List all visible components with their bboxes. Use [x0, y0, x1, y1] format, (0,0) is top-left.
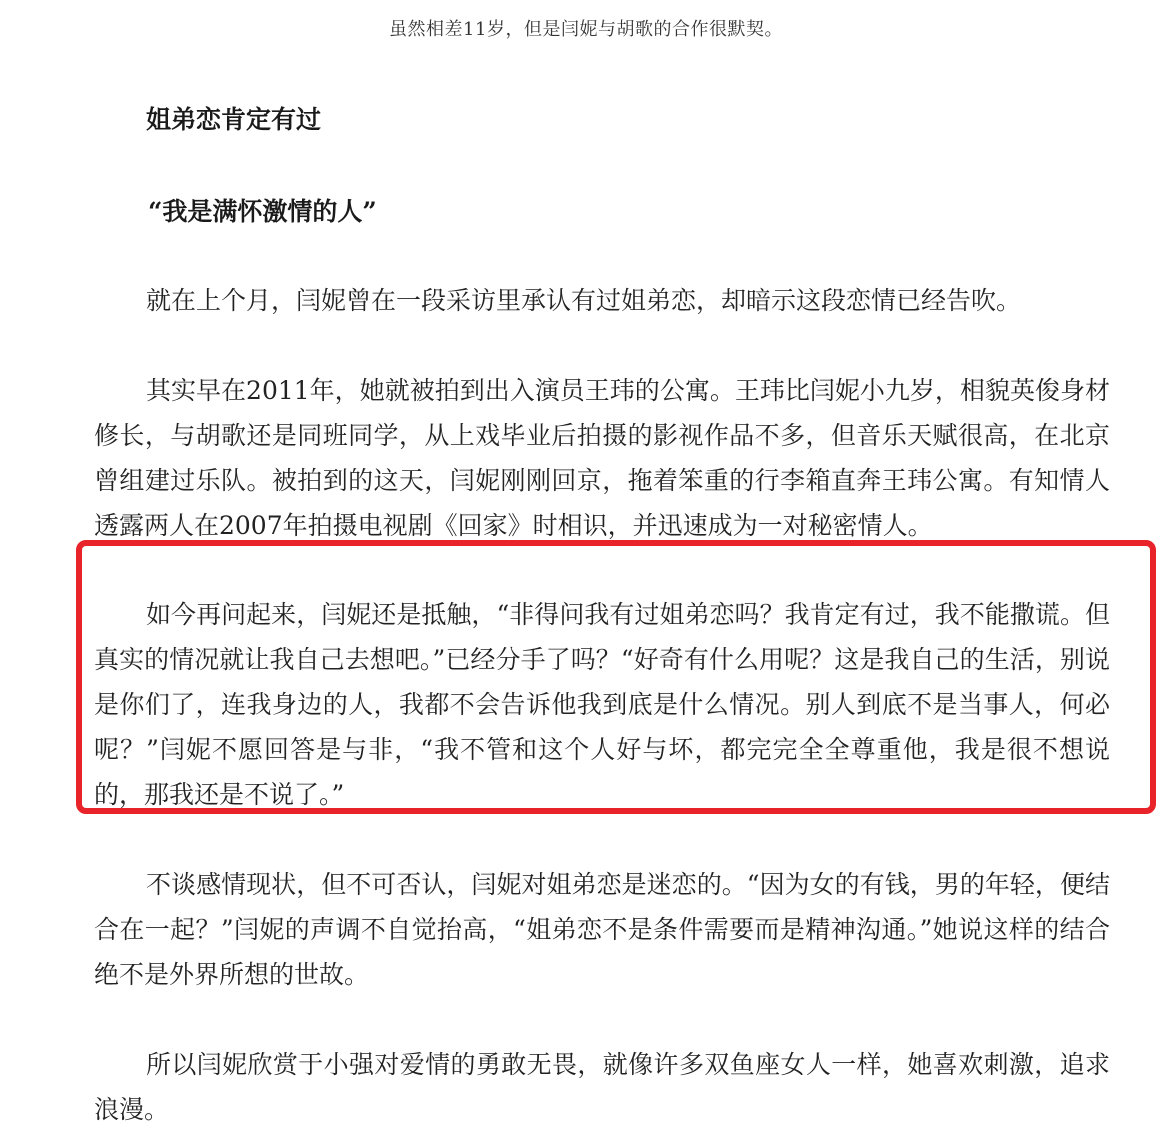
highlighted-paragraph: 如今再问起来，闫妮还是抵触，“非得问我有过姐弟恋吗？我肯定有过，我不能撒谎。但真实的情况就让我自己去想吧。”已经分手了吗？“好奇有什么用呢？这是我自己的生活，别说是你们了，连我身边的人，我都不会告诉他我到底是什么情况。别人到底不是当事人，何必呢？”闫妮不愿回答是与非，“我不管和这个人好与坏，都完完全全尊重他，我是很不想说的，那我还是不说了。”: [94, 600, 1110, 809]
article-paragraph: 就在上个月，闫妮曾在一段采访里承认有过姐弟恋，却暗示这段恋情已经告吹。: [146, 286, 1022, 315]
article-paragraph: 不谈感情现状，但不可否认，闫妮对姐弟恋是迷恋的。“因为女的有钱，男的年轻，便结合在一起？”闫妮的声调不自觉抬高，“姐弟恋不是条件需要而是精神沟通。”她说这样的结合绝不是外界所想的世故。: [94, 870, 1110, 989]
section-subheading: “我是满怀激情的人”: [148, 197, 377, 226]
photo-caption: 虽然相差11岁，但是闫妮与胡歌的合作很默契。: [389, 19, 783, 40]
section-heading: 姐弟恋肯定有过: [146, 105, 322, 134]
article-paragraph: 所以闫妮欣赏于小强对爱情的勇敢无畏，就像许多双鱼座女人一样，她喜欢刺激，追求浪漫。: [94, 1050, 1110, 1124]
article-paragraph: 其实早在2011年，她就被拍到出入演员王玮的公寓。王玮比闫妮小九岁，相貌英俊身材修长，与胡歌还是同班同学，从上戏毕业后拍摄的影视作品不多，但音乐天赋很高，在北京曾组建过乐队。被拍到的这天，闫妮刚刚回京，拖着笨重的行李箱直奔王玮公寓。有知情人透露两人在2007年拍摄电视剧《回家》时相识，并迅速成为一对秘密情人。: [94, 376, 1110, 540]
